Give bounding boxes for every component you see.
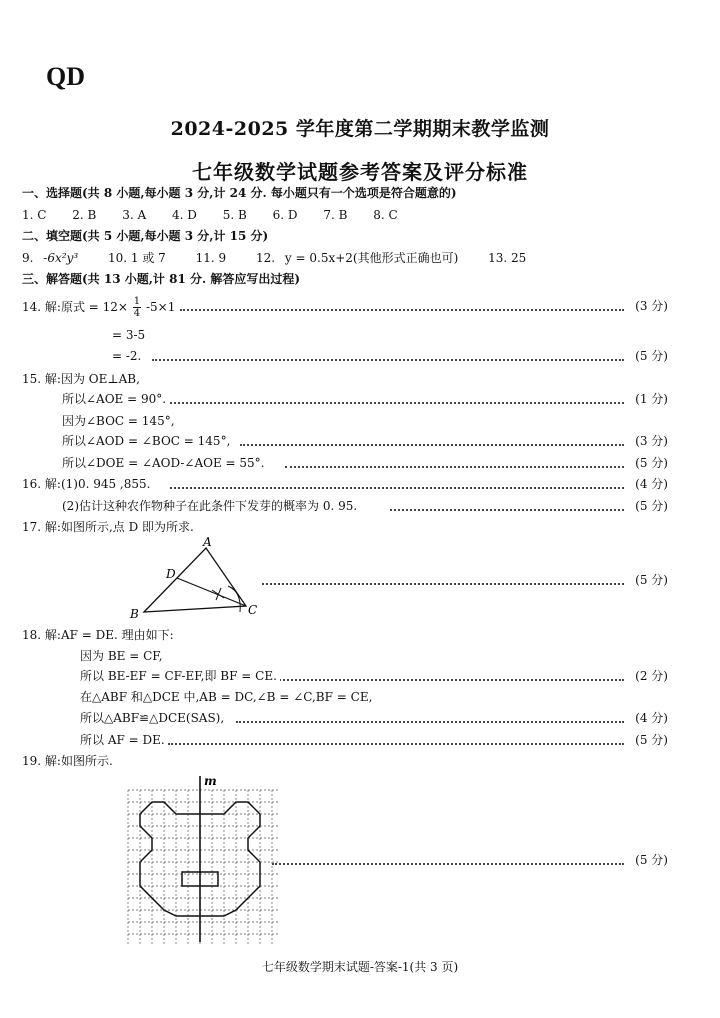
q17-score-row [0,570,720,590]
answer-1: 1. C [22,208,47,222]
q15-line-5-text: 所以∠DOE = ∠AOD-∠AOE = 55°. [62,453,268,473]
q19-score-row [0,850,720,870]
q16-line-1 [0,474,720,494]
dot-leader [180,309,624,311]
q19-line-1: 19. 解:如图所示. [22,754,113,768]
dot-leader [272,679,624,681]
q14-score-1: (3 分) [635,299,668,313]
q18-line-3-text: 所以 BE-EF = CF-EF,即 BF = CE. [80,666,280,686]
q16-score-1: (4 分) [635,477,668,491]
answer-4: 4. D [171,208,197,222]
answer-13: 13. 25 [488,251,527,265]
dot-leader [272,863,624,865]
vertex-label-a: A [203,536,212,549]
dot-leader [168,743,624,745]
answer-10: 10. 1 或 7 [107,251,166,265]
vertex-label-b: B [130,607,139,621]
axis-label-m: m [204,774,217,788]
q18-line-6-text: 所以 AF = DE. [80,730,168,750]
dot-leader [262,583,624,585]
q18-line-2: 因为 BE = CF, [80,649,163,663]
answer-11: 11. 9 [195,251,227,265]
dot-leader [285,466,624,468]
q14-line-1 [0,296,720,319]
q14-result: = -2. [112,346,144,366]
q17-score: (5 分) [635,573,668,587]
answer-9: -6x²y³ [43,251,79,265]
q15-score-2: (1 分) [635,392,668,406]
answer-2: 2. B [72,208,97,222]
section1-heading: 一、选择题(共 8 小题,每小题 3 分,计 24 分. 每小题只有一个选项是符合题意的) [22,186,457,200]
q16-line-2-text: (2)估计这种农作物种子在此条件下发芽的概率为 0. 95. [62,496,360,516]
q15-line-5 [0,453,720,473]
q15-score-4: (3 分) [635,434,668,448]
q18-line-6 [0,730,720,750]
q16-line-1-text: 16. 解:(1)0. 945 ,855. [22,474,153,494]
q15-line-1: 15. 解:因为 OE⊥AB, [22,372,140,386]
point-label-d: D [166,567,176,581]
q15-line-2 [0,389,720,409]
q15-score-5: (5 分) [635,456,668,470]
q14-fraction [133,296,141,319]
section1-answers [22,206,420,224]
answer-7: 7. B [323,208,348,222]
q18-score-5: (4 分) [635,711,668,725]
dot-leader [170,402,624,404]
q14-line-3 [0,346,720,366]
vertex-label-c: C [248,603,258,617]
section2-heading: 二、填空题(共 5 小题,每小题 3 分,计 15 分) [22,229,269,243]
q18-score-3: (2 分) [635,669,668,683]
q15-line-2-text: 所以∠AOE = 90°. [62,389,169,409]
q14-frac-den: 4 [133,308,141,319]
exam-title: 2024-2025 学年度第二学期期末教学监测 [170,118,550,140]
answer-12: y = 0.5x+2(其他形式正确也可) [284,251,459,265]
answer-6: 6. D [272,208,298,222]
answer-5: 5. B [222,208,247,222]
dot-leader [236,721,624,723]
paper-code: QD [46,62,85,91]
q18-score-6: (5 分) [635,733,668,747]
q15-line-4-text: 所以∠AOD = ∠BOC = 145°, [62,431,233,451]
dot-leader [152,359,624,361]
q14-expr-pre: 14. 解:原式 = 12× [22,300,128,314]
answer-key-subtitle: 七年级数学试题参考答案及评分标准 [192,160,528,184]
section3-heading: 三、解答题(共 13 小题,计 81 分. 解答应写出过程) [22,272,300,286]
q17-line-1: 17. 解:如图所示,点 D 即为所求. [22,520,194,534]
dot-leader [240,444,624,446]
q18-line-4: 在△ABF 和△DCE 中,AB = DC,∠B = ∠C,BF = CE, [80,690,373,704]
dot-leader [390,509,624,511]
dot-leader [170,487,624,489]
answer-3: 3. A [122,208,147,222]
q15-line-3: 因为∠BOC = 145°, [62,414,175,428]
section2-answers [22,249,526,267]
q18-line-5-text: 所以△ABF≌△DCE(SAS), [80,708,227,728]
q15-line-4 [0,431,720,451]
answer-9-label: 9. [22,251,34,265]
q14-line-2: = 3-5 [112,328,146,342]
q18-line-3 [0,666,720,686]
q14-expr-post: -5×1 [145,300,176,314]
q18-line-5 [0,708,720,728]
answer-8: 8. C [373,208,398,222]
q16-line-2 [0,496,720,516]
q18-line-1: 18. 解:AF = DE. 理由如下: [22,628,174,642]
q14-score-3: (5 分) [635,349,668,363]
q14-frac-num: 1 [133,296,141,307]
q16-score-2: (5 分) [635,499,668,513]
q19-score: (5 分) [635,853,668,867]
page-footer: 七年级数学期末试题-答案-1(共 3 页) [261,960,459,974]
answer-12-label: 12. [255,251,276,265]
